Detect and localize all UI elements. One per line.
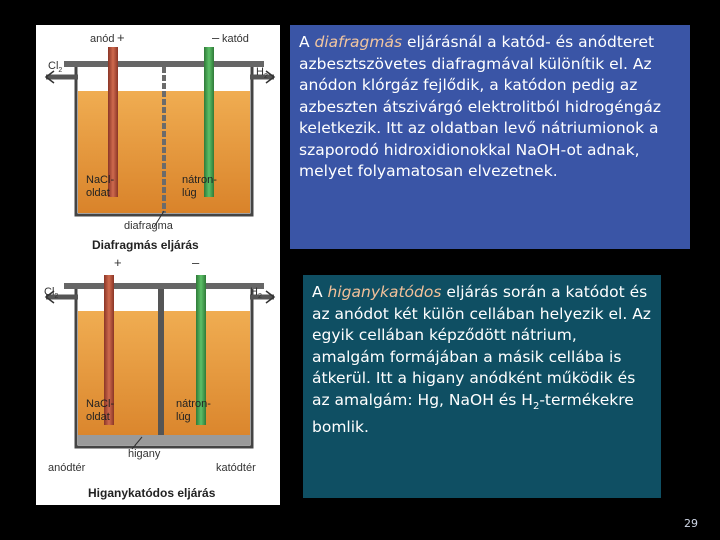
mercury-label: higany bbox=[128, 448, 161, 460]
diaphragm-paragraph: A diafragmás eljárásnál a katód- és anódteret azbesztszövetes diafragmával különítik el. Az anódon klórgáz fejlődik, a katódon pedig az azbeszten átszivárgó elektrolitból hidrogéngáz keletkezik. Itt az oldatban levő nátriumionok a szaporodó hidroxidionokkal NaOH-ot adnak, melyet folyamatosan elvezetnek. bbox=[299, 33, 662, 180]
anode-sign: + bbox=[117, 30, 125, 45]
lye-label: nátron-lúg bbox=[182, 174, 217, 199]
cl2-label-2: $Cl_2$ bbox=[44, 286, 59, 300]
lye-label-2: nátron-lúg bbox=[176, 398, 211, 423]
mercury-cell bbox=[44, 255, 274, 500]
diaphragm-caption: Diafragmás eljárás bbox=[92, 238, 199, 252]
mercury-term: higanykatódos bbox=[327, 283, 442, 301]
diaphragm-text-box bbox=[290, 25, 690, 249]
mercury-layer bbox=[78, 435, 250, 445]
nacl-solution-label: NaCl-oldat bbox=[86, 174, 115, 199]
diaphragm-term: diafragmás bbox=[314, 33, 403, 51]
mercury-caption: Higanykatódos eljárás bbox=[88, 486, 216, 500]
cathode-sign-2: – bbox=[192, 255, 200, 270]
electrolysis-diagrams bbox=[36, 25, 280, 505]
anode-sign-2: + bbox=[114, 255, 122, 270]
electrolysis-figure bbox=[36, 25, 280, 505]
anode-space-label: anódtér bbox=[48, 462, 86, 474]
diaphragm-cell bbox=[46, 30, 274, 252]
cathode-space-label: katódtér bbox=[216, 462, 256, 474]
h2-label-2: $H_2$ bbox=[250, 286, 262, 300]
page-number: 29 bbox=[684, 517, 698, 530]
mercury-text-box bbox=[303, 275, 661, 498]
lid bbox=[64, 61, 264, 67]
cl2-label: $Cl_2$ bbox=[48, 60, 63, 74]
cathode-label: katód bbox=[222, 33, 249, 45]
cell-wall bbox=[158, 289, 164, 437]
cathode-sign: – bbox=[212, 30, 220, 45]
nacl-solution-label-2: NaCl-oldat bbox=[86, 398, 115, 423]
lid-2 bbox=[64, 283, 264, 289]
diaphragm-label: diafragma bbox=[124, 220, 173, 232]
h2-label: $H_2$ bbox=[256, 66, 268, 80]
anode-label: anód bbox=[90, 33, 115, 45]
mercury-paragraph: A higanykatódos eljárás során a katódot és az anódot két külön cellában helyezik el. Az egyik cellában képződött nátrium, amalgám formájában a másik cellába is átkerül. Itt a higany anódként működik és az amalgám: Hg, NaOH és $H_2$-termékekre bomlik. bbox=[312, 283, 651, 437]
